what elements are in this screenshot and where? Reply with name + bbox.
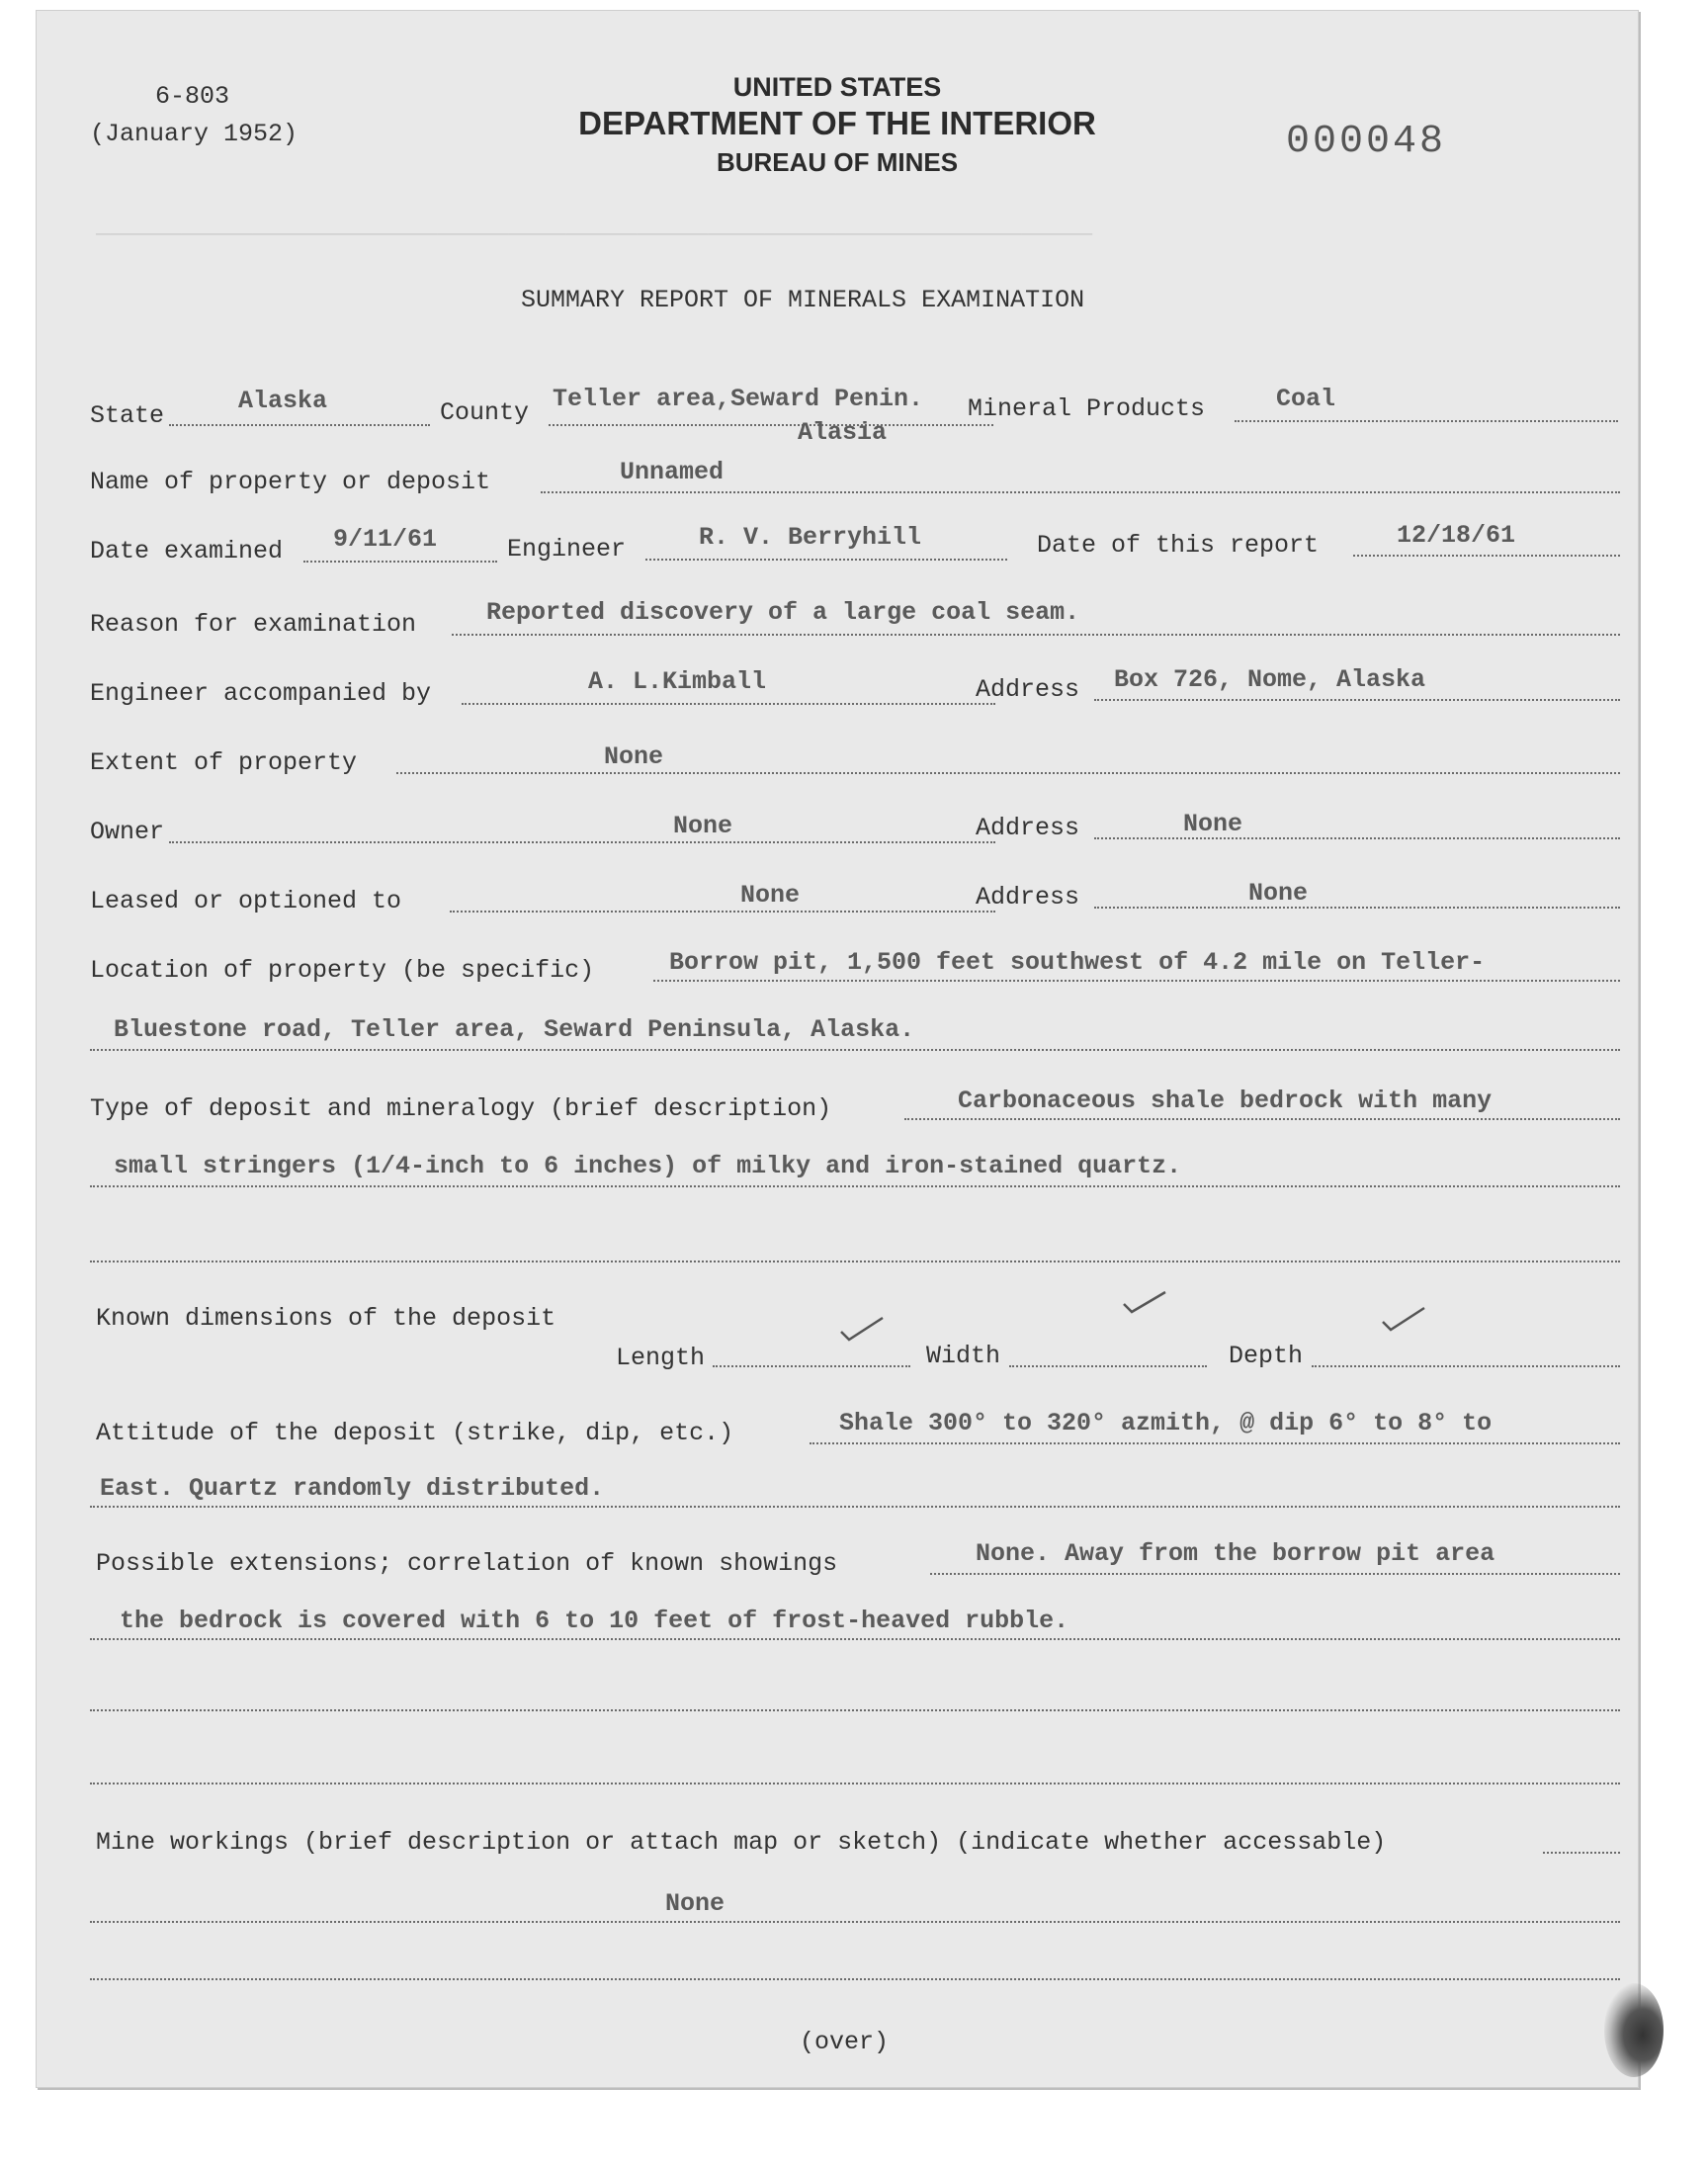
reason-label: Reason for examination	[90, 610, 417, 639]
accompanied-by-label: Engineer accompanied by	[90, 679, 432, 708]
width-label: Width	[926, 1342, 1001, 1370]
deposit-type-value: Carbonaceous shale bedrock with many	[958, 1087, 1493, 1115]
header-line-2: DEPARTMENT OF THE INTERIOR	[578, 105, 1096, 141]
deposit-type-label: Type of deposit and mineralogy (brief description)	[90, 1094, 832, 1123]
owner-value: None	[673, 812, 733, 840]
bleed-through-text: ______________________________________________________________________	[96, 214, 1093, 240]
engineer-label: Engineer	[507, 535, 627, 564]
attitude-value: Shale 300° to 320° azmith, @ dip 6° to 8° to	[839, 1409, 1493, 1437]
county-value-line-2: Alasia	[798, 418, 888, 447]
leased-address-label: Address	[976, 883, 1080, 912]
location-value: Borrow pit, 1,500 feet southwest of 4.2 mile on Teller-	[669, 948, 1486, 977]
extensions-label: Possible extensions; correlation of known showings	[96, 1549, 838, 1578]
date-examined-label: Date examined	[90, 537, 284, 566]
report-date-label: Date of this report	[1037, 531, 1320, 560]
width-check-icon	[1122, 1290, 1167, 1316]
footer-over: (over)	[800, 2028, 890, 2056]
location-label: Location of property (be specific)	[90, 956, 595, 985]
header-line-3: BUREAU OF MINES	[716, 147, 959, 177]
county-label: County	[440, 398, 530, 427]
owner-address-label: Address	[976, 814, 1080, 842]
mineral-products-value: Coal	[1276, 385, 1336, 413]
property-name-value: Unnamed	[620, 458, 725, 486]
ink-smudge	[1604, 1983, 1664, 2077]
extent-value: None	[604, 742, 664, 771]
accompanied-address-value: Box 726, Nome, Alaska	[1114, 665, 1426, 694]
accompanied-address-label: Address	[976, 675, 1080, 704]
extensions-value: None. Away from the borrow pit area	[976, 1539, 1495, 1568]
accompanied-by-value: A. L.Kimball	[588, 667, 767, 696]
length-label: Length	[616, 1344, 706, 1372]
serial-number: 000048	[1286, 120, 1447, 164]
extensions-value-line-2: the bedrock is covered with 6 to 10 feet of frost-heaved rubble.	[120, 1607, 1069, 1635]
state-value: Alaska	[238, 387, 328, 415]
extent-label: Extent of property	[90, 748, 358, 777]
form-date: (January 1952)	[90, 120, 299, 148]
header-line-1: UNITED STATES	[732, 72, 942, 102]
leased-value: None	[740, 881, 801, 910]
deposit-type-value-line-2: small stringers (1/4-inch to 6 inches) of milky and iron-stained quartz.	[114, 1152, 1182, 1180]
form-title: SUMMARY REPORT OF MINERALS EXAMINATION	[521, 286, 1085, 314]
date-examined-value: 9/11/61	[333, 525, 438, 554]
county-value: Teller area,Seward Penin.	[553, 385, 924, 413]
length-check-icon	[839, 1316, 885, 1342]
form-number: 6-803	[155, 82, 230, 111]
owner-address-value: None	[1183, 810, 1243, 838]
mine-workings-label: Mine workings (brief description or attach map or sketch) (indicate whether accessable)	[96, 1828, 1387, 1857]
dimensions-label: Known dimensions of the deposit	[96, 1304, 556, 1333]
location-value-line-2: Bluestone road, Teller area, Seward Peninsula, Alaska.	[114, 1015, 915, 1044]
report-date-value: 12/18/61	[1397, 521, 1516, 550]
mineral-products-label: Mineral Products	[968, 394, 1206, 423]
reason-value: Reported discovery of a large coal seam.	[486, 598, 1080, 627]
owner-label: Owner	[90, 818, 165, 846]
leased-address-value: None	[1248, 879, 1309, 908]
mine-workings-value: None	[665, 1889, 726, 1918]
form-page	[36, 10, 1639, 2088]
attitude-value-line-2: East. Quartz randomly distributed.	[100, 1474, 605, 1503]
depth-check-icon	[1381, 1306, 1426, 1332]
property-name-label: Name of property or deposit	[90, 468, 491, 496]
depth-label: Depth	[1229, 1342, 1304, 1370]
state-label: State	[90, 401, 165, 430]
attitude-label: Attitude of the deposit (strike, dip, etc.)	[96, 1419, 734, 1447]
engineer-value: R. V. Berryhill	[699, 523, 922, 552]
leased-label: Leased or optioned to	[90, 887, 402, 915]
